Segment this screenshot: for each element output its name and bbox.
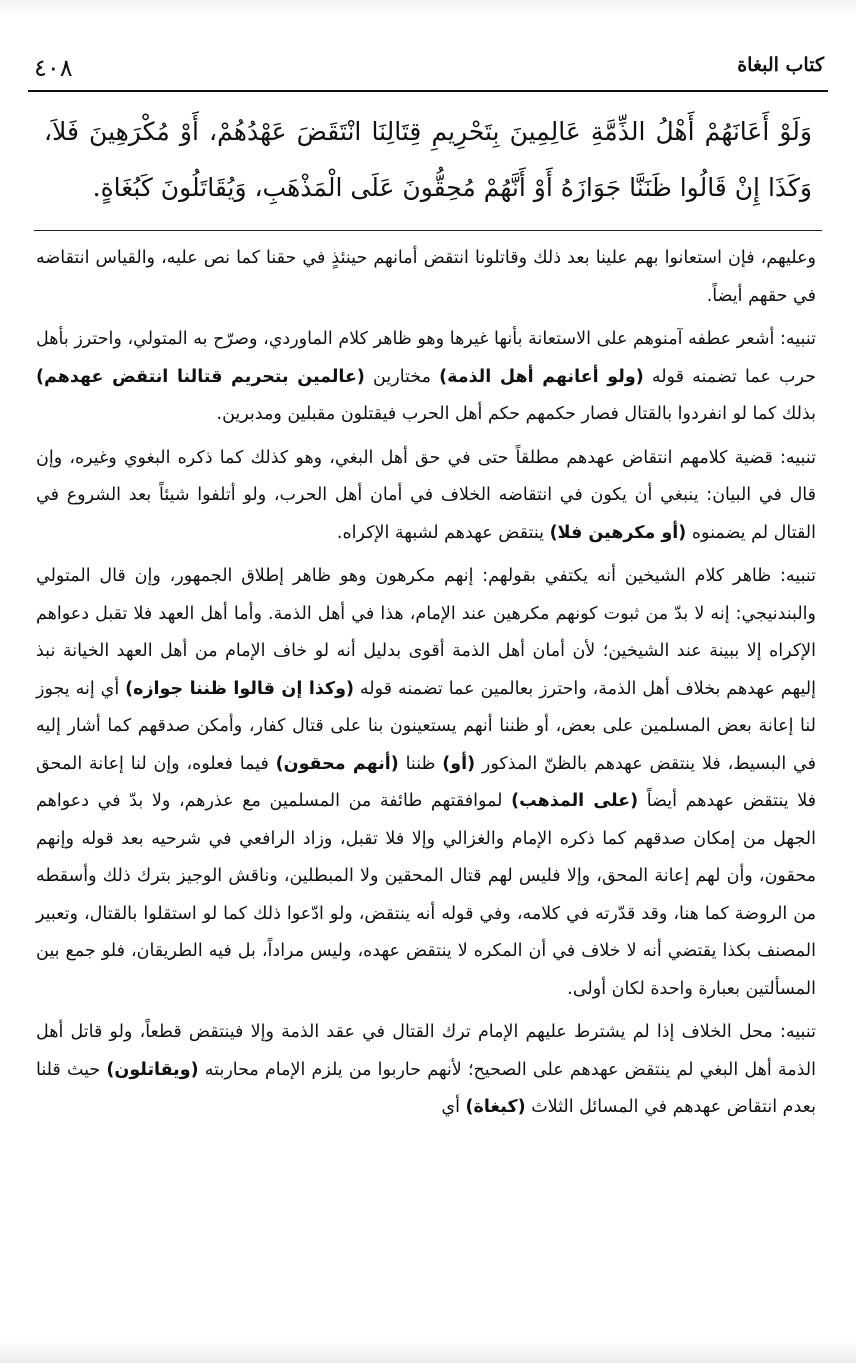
commentary-text: تنبيه: قضية كلامهم انتقاض عهدهم مطلقاً حتى في حق أهل البغي، وهو كذلك كما ذكره البغوي وغيره، وإن قال في البيان: ينبغي أن يكون في انتقاضه الخلاف في أمان أهل الحرب، ولو أتلفوا شيئاً بعد الشروع في القتال لم يضمنوه — [36, 447, 816, 543]
commentary — [36, 240, 816, 1133]
commentary-text: مختارين — [364, 366, 440, 387]
page-number: ٤٠٨ — [34, 54, 73, 82]
commentary-text: ظننا — [398, 753, 443, 774]
running-header — [30, 44, 828, 88]
commentary-text: تنبيه: أشعر عطفه آمنوهم على الاستعانة بأنها غيرها وهو ظاهر كلام الماوردي، وصرّح به المتولي، واحترز بأهل حرب عما تضمنه قوله — [36, 329, 816, 387]
matn-quote: (ولو أعانهم أهل الذمة) — [439, 366, 644, 387]
matn-quote: (أو مكرهين فلا) — [549, 522, 687, 543]
scan-edge-bottom — [0, 1341, 856, 1363]
matn-quote: (على المذهب) — [511, 791, 639, 811]
commentary-paragraph — [36, 1014, 816, 1127]
matn-quote: (وكذا إن قالوا ظننا جوازه) — [125, 678, 354, 699]
matn-quote: (أنهم محقون) — [275, 753, 399, 774]
book-title: كتاب البغاة — [737, 54, 824, 76]
commentary-paragraph — [36, 440, 816, 553]
commentary-text: أي إنه يجوز لنا إعانة بعض المسلمين على بعض، أو ظننا أنهم يستعينون بنا على قتال كفار، وأمكن صدقهم كما أشار إليه في البسيط، فلا ينتقض عهدهم بالظنّ المذكور — [36, 678, 817, 774]
text-separator — [34, 230, 822, 231]
commentary-text: وعليهم، فإن استعانوا بهم علينا بعد ذلك وقاتلونا انتقض أمانهم حينئذٍ في حقنا كما نص عليه، والقياس انتقاضه في حقهم أيضاً. — [36, 248, 816, 306]
header-rule — [28, 90, 828, 92]
matn-quote: (كبغاة) — [465, 1097, 526, 1117]
commentary-text: حيث قلنا بعدم انتقاض عهدهم في المسائل الثلاث — [36, 1059, 816, 1117]
commentary-paragraph — [36, 321, 816, 434]
commentary-text: تنبيه: ظاهر كلام الشيخين أنه يكتفي بقولهم: إنهم مكرهون وهو ظاهر إطلاق الجمهور، وإن قال المتولي والبندنيجي: إنه لا بدّ من ثبوت كونهم مكرهين عند الإمام، هذا في أهل الذمة. وأما أهل العهد فلا تقبل دعواهم الإكراه إلا ببينة عند الشيخين؛ لأن أمان أهل الذمة أقوى بدليل أنه لو خاف الإمام من أهل العهد الخيانة نبذ إليهم عهدهم بخلاف أهل الذمة، واحترز بعالمين عما تضمنه قوله — [36, 566, 816, 699]
commentary-text: تنبيه: محل الخلاف إذا لم يشترط عليهم الإمام ترك القتال في عقد الذمة وإلا فينتقض قطعاً، ولو قاتل أهل الذمة أهل البغي لم ينتقض عهدهم على الصحيح؛ لأنهم حاربوا من يلزم الإمام محاربته — [36, 1022, 816, 1080]
main-text: وَلَوْ أَعَانَهُمْ أَهْلُ الذِّمَّةِ عَالِمِينَ بِتَحْرِيمِ قِتَالِنَا انْتَقَضَ عَهْدُهُمْ، أَوْ مُكْرَهِينَ فَلاَ، وَكَذَا إِنْ قَالُوا ظَنَنَّا جَوَازَهُ أَوْ أَنَّهُمْ مُحِقُّونَ عَلَى الْمَذْهَبِ، وَيُقَاتَلُونَ كَبُغَاةٍ. — [44, 117, 812, 202]
matn-quote: (عالمين بتحريم قتالنا انتقض عهدهم) — [36, 366, 365, 387]
commentary-text: فيما فعلوه، وإن لنا إعانة المحق فلا ينتقض عهدهم أيضاً — [36, 753, 816, 811]
commentary-text: أي — [441, 1097, 466, 1117]
scan-edge-top — [0, 0, 856, 18]
commentary-text: بذلك كما لو انفردوا بالقتال فصار حكمهم حكم أهل الحرب فيقتلون مقبلين ومدبرين. — [216, 404, 816, 424]
matn-quote: (ويقاتلون) — [106, 1059, 199, 1080]
commentary-paragraph — [36, 558, 816, 1008]
commentary-paragraph — [36, 240, 816, 315]
matn-quote: (أو) — [442, 753, 476, 774]
commentary-text: لموافقتهم طائفة من المسلمين مع عذرهم، ولا بدّ في دعواهم الجهل من إمكان صدقهم كما ذكره الإمام والغزالي وإلا فلا تقبل، وزاد الرافعي في شرحيه بعد قوله وإنهم محقون، وأن لهم إعانة المحق، وإلا فليس لهم قتال المحقين ولا المبطلين، وناقش الوجيز بترك ذلك وأسقطه من الروضة كما هنا، وقد قدّرته في كلامه، وفي قوله أنه ينتقض، ولو ادّعوا ذلك كما لو استقلوا بالقتال، وتعبير المصنف بكذا يقتضي أنه لا خلاف في أن المكره لا ينتقض عهده، وليس مراداً، بل فيه الطريقان، فلو جمع بين المسألتين بعبارة واحدة لكان أولى. — [36, 791, 816, 999]
commentary-text: ينتقض عهدهم لشبهة الإكراه. — [336, 522, 550, 543]
